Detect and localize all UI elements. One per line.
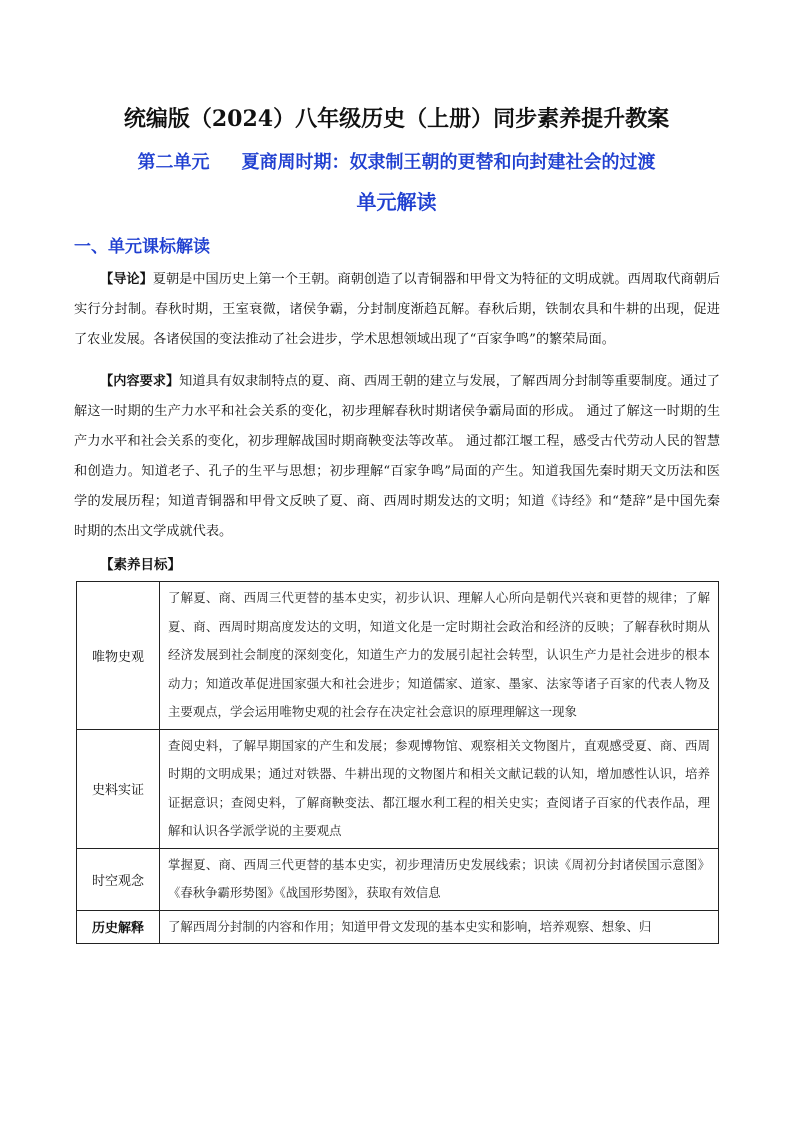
goal-category: 时空观念	[77, 848, 160, 910]
requirements-label: 【内容要求】	[100, 374, 180, 389]
table-row	[77, 729, 719, 848]
document-title: 统编版（2024）八年级历史（上册）同步素养提升教案	[123, 106, 670, 132]
goals-table	[76, 581, 719, 944]
goals-heading: 【素养目标】	[100, 557, 181, 573]
goal-description: 了解西周分封制的内容和作用；知道甲骨文发现的基本史实和影响，培养观察、想象、归	[160, 910, 719, 944]
requirements-paragraph	[74, 367, 720, 547]
table-row	[77, 582, 719, 730]
goal-description: 掌握夏、商、西周三代更替的基本史实，初步理清历史发展线索；识读《周初分封诸侯国示意图》《春秋争霸形势图》《战国形势图》，获取有效信息	[160, 848, 719, 910]
table-row	[77, 848, 719, 910]
intro-paragraph	[74, 265, 720, 355]
goal-description: 查阅史料，了解早期国家的产生和发展；参观博物馆、观察相关文物图片，直观感受夏、商、西周时期的文明成果；通过对铁器、牛耕出现的文物图片和相关文献记载的认知，增加感性认识，培养证据意识；查阅史料，了解商鞅变法、都江堰水利工程的相关史实；查阅诸子百家的代表作品，理解和认识各学派学说的主要观点	[160, 729, 719, 848]
goal-description: 了解夏、商、西周三代更替的基本史实，初步认识、理解人心所向是朝代兴衰和更替的规律；了解夏、商、西周时期高度发达的文明，知道文化是一定时期社会政治和经济的反映；了解春秋时期从经济发展到社会制度的深刻变化，知道生产力的发展引起社会转型，认识生产力是社会进步的根本动力；知道改革促进国家强大和社会进步；知道儒家、道家、墨家、法家等诸子百家的代表人物及主要观点，学会运用唯物史观的社会存在决定社会意识的原理理解这一现象	[160, 582, 719, 730]
requirements-text: 知道具有奴隶制特点的夏、商、西周王朝的建立与发展，了解西周分封制等重要制度。通过了解这一时期的生产力水平和社会关系的变化，初步理解春秋时期诸侯争霸局面的形成。 通过了解这一时期的生产力水平和社会关系的变化，初步理解战国时期商鞅变法等改革。 通过都江堰工程，感受古代劳动人民的智慧和创造力。知道老子、孔子的生平与思想；初步理解“百家争鸣”局面的产生。知道我国先秦时期天文历法和医学的发展历程；知道青铜器和甲骨文反映了夏、商、西周时期发达的文明；知道《诗经》和“楚辞”是中国先秦时期的杰出文学成就代表。	[74, 374, 721, 539]
intro-text: 夏朝是中国历史上第一个王朝。商朝创造了以青铜器和甲骨文为特征的文明成就。西周取代商朝后实行分封制。春秋时期，王室衰微，诸侯争霸，分封制度渐趋瓦解。春秋后期，铁制农具和牛耕的出现，促进了农业发展。各诸侯国的变法推动了社会进步，学术思想领域出现了“百家争鸣”的繁荣局面。	[74, 272, 721, 347]
table-row	[77, 910, 719, 944]
unit-reading-heading: 单元解读	[356, 190, 437, 214]
unit-subtitle	[0, 148, 793, 174]
goal-category: 历史解释	[77, 910, 160, 944]
unit-number: 第二单元	[137, 152, 210, 173]
goal-category: 唯物史观	[77, 582, 160, 730]
intro-label: 【导论】	[100, 272, 153, 287]
unit-topic: 夏商周时期：奴隶制王朝的更替和向封建社会的过渡	[241, 152, 656, 173]
section-heading: 一、单元课标解读	[74, 237, 210, 257]
goal-category: 史料实证	[77, 729, 160, 848]
